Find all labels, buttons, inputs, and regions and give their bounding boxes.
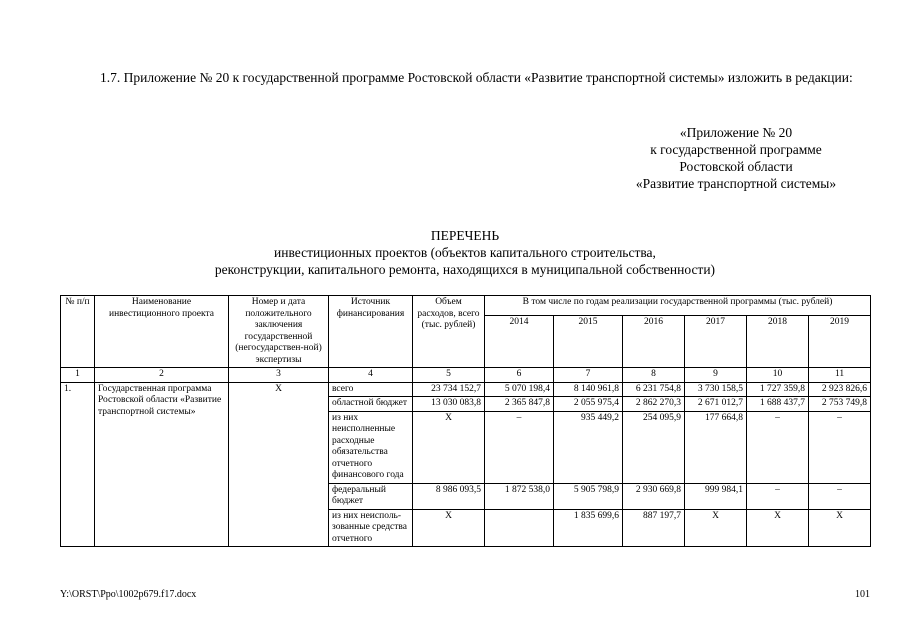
header-years-group: В том числе по годам реализации государственной программы (тыс. рублей) (485, 296, 871, 316)
row-value: 254 095,9 (623, 411, 685, 483)
header-source: Источник финансирования (329, 296, 413, 368)
column-number-row (61, 368, 871, 383)
header-expertise: Номер и дата положительного заключения государственной (негосударствен-ной) экспертизы (229, 296, 329, 368)
header-name: Наименование инвестиционного проекта (95, 296, 229, 368)
row-value: 5 070 198,4 (485, 382, 554, 397)
row-value: 2 862 270,3 (623, 397, 685, 412)
appendix-line-2: к государственной программе (650, 142, 822, 157)
row-source: федеральный бюджет (329, 483, 413, 509)
row-value: 2 365 847,8 (485, 397, 554, 412)
col-number: 1 (61, 368, 95, 383)
appendix-line-1: «Приложение № 20 (679, 125, 793, 140)
intro-paragraph: 1.7. Приложение № 20 к государственной программе Ростовской области «Развитие транспортной системы» изложить в редакции: (100, 70, 853, 85)
col-number: 2 (95, 368, 229, 383)
row-value: Х (413, 509, 485, 547)
heading-title: ПЕРЕЧЕНЬ (430, 228, 500, 243)
project-name: Государственная программа Ростовской области «Развитие транспортной системы» (95, 382, 229, 547)
row-value: 2 671 012,7 (685, 397, 747, 412)
row-value: Х (413, 411, 485, 483)
row-value: – (485, 411, 554, 483)
col-number: 10 (747, 368, 809, 383)
row-value: 13 030 083,8 (413, 397, 485, 412)
row-value: 2 930 669,8 (623, 483, 685, 509)
row-value: 8 140 961,8 (554, 382, 623, 397)
header-year: 2019 (809, 316, 871, 368)
header-num: № п/п (61, 296, 95, 368)
row-value: Х (809, 509, 871, 547)
header-year: 2017 (685, 316, 747, 368)
appendix-line-3: Ростовской области (679, 159, 793, 174)
heading-line-2: реконструкции, капитального ремонта, находящихся в муниципальной собственности) (214, 262, 716, 277)
table-row (61, 382, 871, 397)
header-volume: Объем расходов, всего (тыс. рублей) (413, 296, 485, 368)
row-value: 8 986 093,5 (413, 483, 485, 509)
project-num: 1. (61, 382, 95, 547)
row-value: Х (747, 509, 809, 547)
row-value: 1 872 538,0 (485, 483, 554, 509)
row-value: 6 231 754,8 (623, 382, 685, 397)
footer-file-path: Y:\ORST\Ppo\1002p679.f17.docx (60, 589, 197, 600)
appendix-line-4: «Развитие транспортной системы» (635, 176, 837, 191)
col-number: 6 (485, 368, 554, 383)
row-value: 3 730 158,5 (685, 382, 747, 397)
col-number: 8 (623, 368, 685, 383)
col-number: 3 (229, 368, 329, 383)
col-number: 4 (329, 368, 413, 383)
row-source: областной бюджет (329, 397, 413, 412)
row-value: 935 449,2 (554, 411, 623, 483)
header-year: 2018 (747, 316, 809, 368)
col-number: 11 (809, 368, 871, 383)
row-value: 2 055 975,4 (554, 397, 623, 412)
row-source: из них неисполненные расходные обязательства отчетного финансового года (329, 411, 413, 483)
header-year: 2016 (623, 316, 685, 368)
col-number: 5 (413, 368, 485, 383)
row-value: – (747, 411, 809, 483)
row-value: 2 753 749,8 (809, 397, 871, 412)
row-value: 1 835 699,6 (554, 509, 623, 547)
row-value (485, 509, 554, 547)
header-year: 2014 (485, 316, 554, 368)
row-value: 999 984,1 (685, 483, 747, 509)
row-value: 1 727 359,8 (747, 382, 809, 397)
row-value: – (809, 483, 871, 509)
row-value: 23 734 152,7 (413, 382, 485, 397)
row-value: Х (685, 509, 747, 547)
appendix-caption (560, 124, 905, 192)
project-expertise: Х (229, 382, 329, 547)
row-value: 887 197,7 (623, 509, 685, 547)
row-source: всего (329, 382, 413, 397)
col-number: 9 (685, 368, 747, 383)
investment-projects-table (60, 295, 871, 547)
row-value: 5 905 798,9 (554, 483, 623, 509)
row-value: – (747, 483, 809, 509)
heading-line-1: инвестиционных проектов (объектов капитального строительства, (274, 245, 656, 260)
row-value: – (809, 411, 871, 483)
col-number: 7 (554, 368, 623, 383)
footer-page-number: 101 (855, 589, 870, 600)
row-value: 2 923 826,6 (809, 382, 871, 397)
row-value: 1 688 437,7 (747, 397, 809, 412)
header-year: 2015 (554, 316, 623, 368)
document-heading (60, 227, 870, 278)
row-source: из них неисполь-зованные средства отчетного (329, 509, 413, 547)
row-value: 177 664,8 (685, 411, 747, 483)
